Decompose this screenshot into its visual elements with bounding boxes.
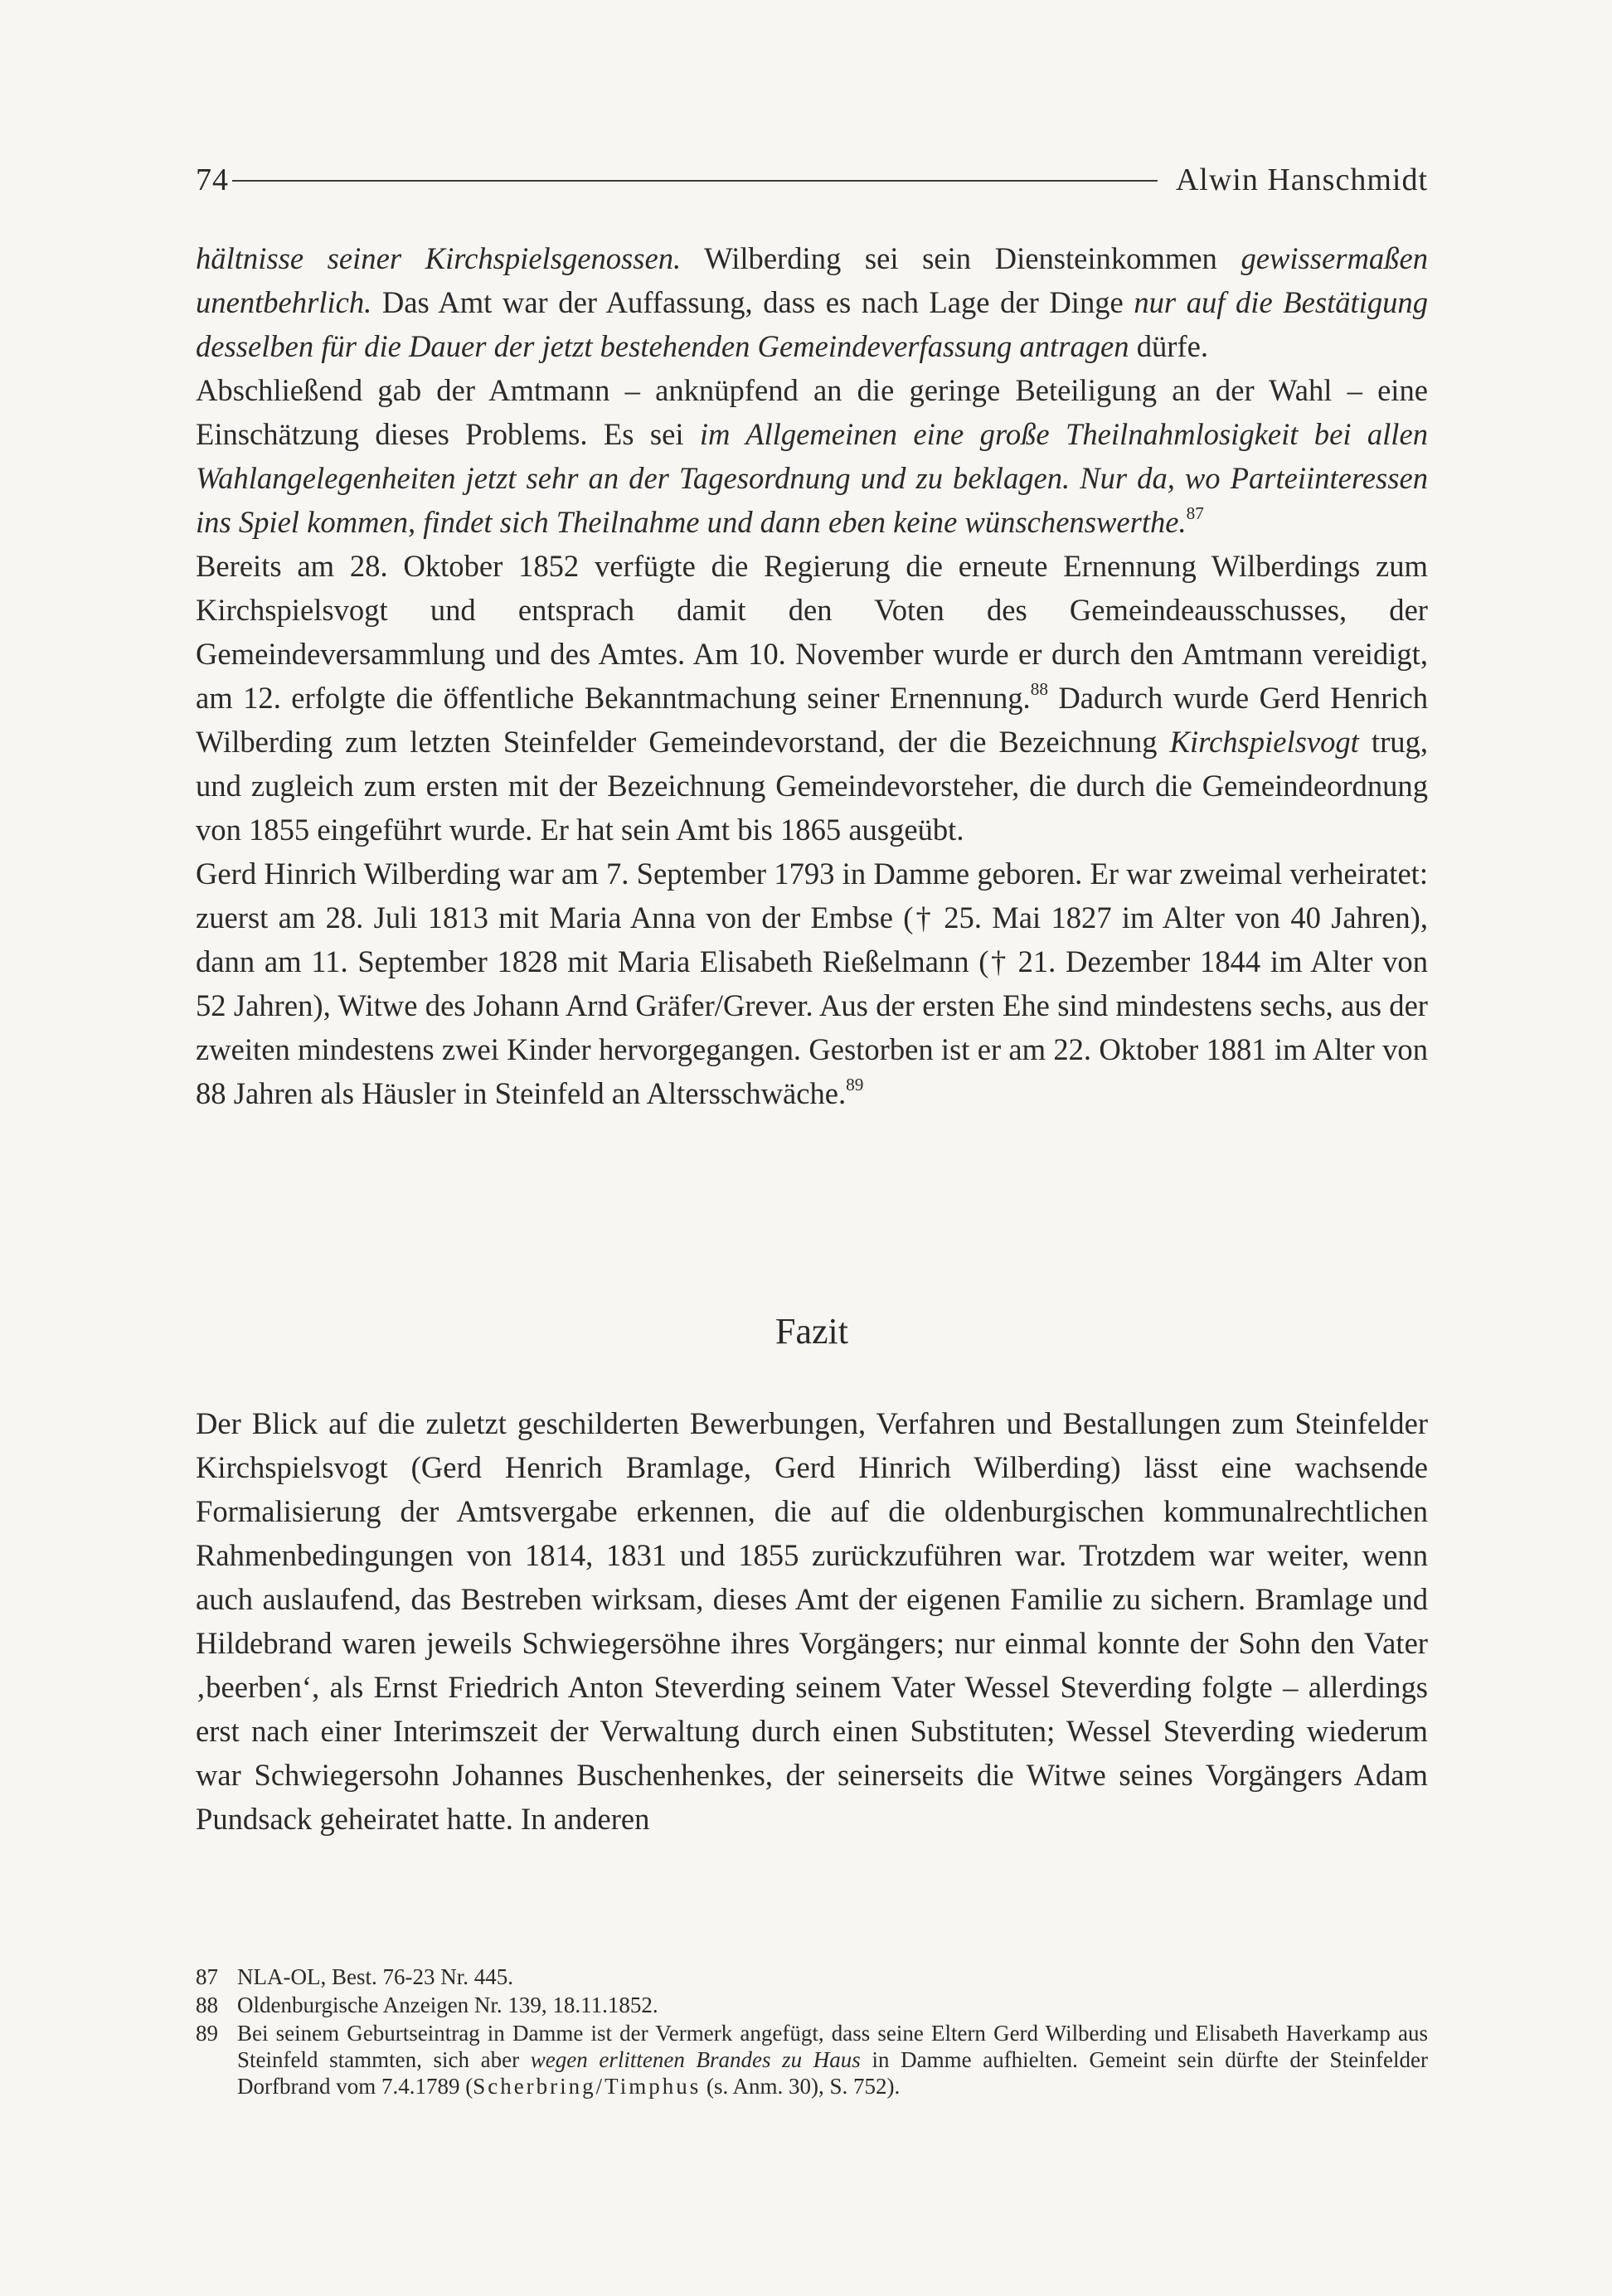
header-rule <box>232 180 1158 182</box>
italic-quote: wegen erlittenen Brandes zu Haus <box>530 2047 861 2072</box>
running-head: Alwin Hanschmidt <box>1175 163 1428 197</box>
italic-quote: nur auf die Bestätigung desselben für die Dauer der jetzt bestehenden Gemeindeverfassung antragen <box>196 285 1429 363</box>
paragraph-2 <box>196 368 1428 544</box>
paragraph-4 <box>196 852 1428 1115</box>
fazit-text <box>196 1401 1428 1841</box>
footnote-ref[interactable]: 88 <box>1030 679 1048 700</box>
text-run: trug, und zugleich zum ersten mit der Bezeichnung Gemeindevorsteher, die durch die Gemeindeordnung von 1855 eingeführt wurde. Er hat sein Amt bis 1865 ausgeübt. <box>196 725 1428 847</box>
text-run: Abschließend gab der Amtmann – anknüpfend an die geringe Beteiligung an der Wahl – eine Einschätzung dieses Problems. Es sei <box>196 373 1428 451</box>
page-number: 74 <box>196 163 229 197</box>
italic-quote: gewissermaßen unentbehrlich. <box>196 241 1428 319</box>
footnote-text <box>237 2020 1428 2099</box>
paragraph-1 <box>196 236 1428 368</box>
italic-quote: hältnisse seiner Kirchspielsgenossen. <box>196 241 682 275</box>
footnote-89 <box>196 2020 1428 2099</box>
footnote-87 <box>196 1963 1428 1990</box>
text-run: Bereits am 28. Oktober 1852 verfügte die Regierung die erneute Ernennung Wilberdings zum Kirchspielsvogt und entsprach damit den Voten des Gemeindeausschusses, der Gemeindeversammlung und des Amtes. Am 10. November wurde er durch den Amtmann vereidigt, am 12. erfolgte die öffentliche Bekanntmachung seiner Ernennung. <box>196 549 1428 715</box>
paragraph-3 <box>196 544 1428 852</box>
footnote-number: 88 <box>196 1993 218 2017</box>
footnote-ref[interactable]: 89 <box>846 1075 864 1095</box>
text-run: Das Amt war der Auffassung, dass es nach Lage der Dinge <box>371 285 1134 319</box>
footnote-ref[interactable]: 87 <box>1186 503 1204 524</box>
fazit-paragraph: Der Blick auf die zuletzt geschilderten Bewerbungen, Verfahren und Bestallungen zum Steinfelder Kirchspielsvogt (Gerd Henrich Bramlage, Gerd Hinrich Wilberding) lässt eine wachsende Formalisierung der Amtsvergabe erkennen, die auf die oldenburgischen kommunalrechtlichen Rahmenbedingungen von 1814, 1831 und 1855 zurückzuführen war. Trotzdem war weiter, wenn auch auslaufend, das Bestreben wirksam, dieses Amt der eigenen Familie zu sichern. Bramlage und Hildebrand waren jeweils Schwiegersöhne ihres Vorgängers; nur einmal konnte der Sohn den Vater ‚beerben‘, als Ernst Friedrich Anton Steverding seinem Vater Wessel Steverding folgte – allerdings erst nach einer Interimszeit der Verwaltung durch einen Substituten; Wessel Steverding wiederum war Schwiegersohn Johannes Buschenhenkes, der seinerseits die Witwe seines Vorgängers Adam Pundsack geheiratet hatte. In anderen <box>196 1406 1428 1836</box>
text-run: (s. Anm. 30), S. 752). <box>701 2074 901 2099</box>
footnote-number: 87 <box>196 1964 218 1989</box>
body-text <box>196 236 1428 1115</box>
section-heading: Fazit <box>775 1311 848 1352</box>
footnote-number: 89 <box>196 2021 218 2046</box>
italic-quote: im Allgemeinen eine große Theilnahmlosigkeit bei allen Wahlangelegenheiten jetzt sehr an der Tagesordnung und zu beklagen. Nur da, wo Parteiinteressen ins Spiel kommen, findet sich Theilnahme und dann eben keine wünschenswerthe. <box>196 417 1428 539</box>
footnote-text: NLA-OL, Best. 76-23 Nr. 445. <box>237 1964 513 1989</box>
text-run: Dadurch wurde Gerd Henrich Wilberding zum letzten Steinfelder Gemeindevorstand, der die Bezeichnung <box>196 681 1428 759</box>
text-run: Bei seinem Geburtseintrag in Damme ist der Vermerk angefügt, dass seine Eltern Gerd Wilberding und Elisabeth Haverkamp aus Steinfeld stammten, sich aber <box>237 2021 1428 2072</box>
footnotes <box>196 1963 1428 2101</box>
footnote-text: Oldenburgische Anzeigen Nr. 139, 18.11.1852. <box>237 1993 658 2017</box>
text-run: Wilberding sei sein Diensteinkommen <box>681 241 1241 275</box>
page-header <box>196 162 1428 198</box>
italic-term: Kirchspielsvogt <box>1169 725 1359 759</box>
footnote-88 <box>196 1992 1428 2018</box>
text-run: in Damme aufhielten. Gemeint sein dürfte der Steinfelder Dorfbrand vom 7.4.1789 ( <box>237 2047 1428 2099</box>
text-run: dürfe. <box>1129 329 1209 363</box>
text-run: Gerd Hinrich Wilberding war am 7. September 1793 in Damme geboren. Er war zweimal verheiratet: zuerst am 28. Juli 1813 mit Maria Anna von der Embse († 25. Mai 1827 im Alter von 40 Jahren), dann am 11. September 1828 mit Maria Elisabeth Rießelmann († 21. Dezember 1844 im Alter von 52 Jahren), Witwe des Johann Arnd Gräfer/Grever. Aus der ersten Ehe sind mindestens sechs, aus der zweiten mindestens zwei Kinder hervorgegangen. Gestorben ist er am 22. Oktober 1881 im Alter von 88 Jahren als Häusler in Steinfeld an Altersschwäche. <box>196 857 1428 1110</box>
author-names: Scherbring/Timphus <box>473 2074 702 2099</box>
